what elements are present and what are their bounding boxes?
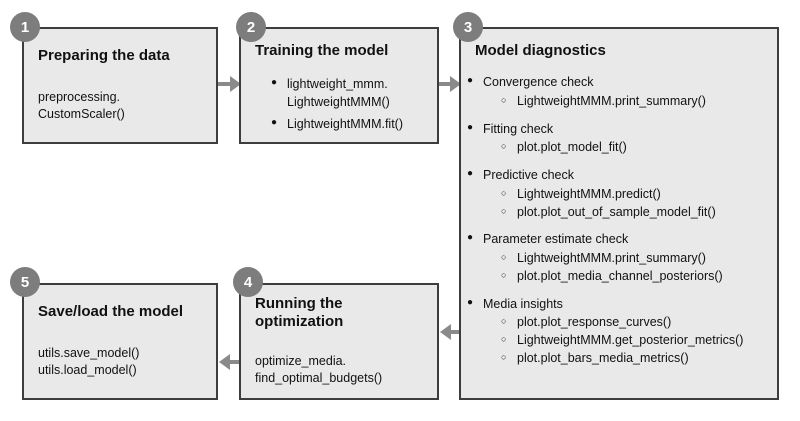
step-1-code-line: preprocessing.	[38, 90, 120, 104]
diagnostics-group	[461, 74, 781, 111]
diagnostics-group	[461, 167, 781, 221]
diagnostics-group-item	[461, 167, 781, 221]
diagnostics-group	[461, 296, 781, 368]
diagnostics-group-label: ● Fitting check	[483, 122, 553, 136]
diagnostics-sub-list	[483, 250, 781, 286]
diagnostics-sub-item: ○ LightweightMMM.print_summary()	[501, 250, 781, 268]
step-3-diagnostics-list	[461, 74, 781, 370]
step-2-title: Training the model	[255, 42, 389, 59]
diagnostics-sub-item: ○ plot.plot_model_fit()	[501, 139, 781, 157]
diagnostics-sub-item: ○ LightweightMMM.get_posterior_metrics()	[501, 332, 781, 350]
step-5-title: Save/load the model	[38, 303, 184, 320]
diagnostics-sub-list	[483, 186, 781, 222]
step-badge-1: 1	[10, 12, 40, 42]
step-3-title: Model diagnostics	[475, 42, 606, 59]
diagnostics-group-item	[461, 296, 781, 368]
step-badge-4: 4	[233, 267, 263, 297]
diagnostics-group-label: ● Predictive check	[483, 168, 574, 182]
diagnostics-group-label: ● Media insights	[483, 297, 563, 311]
step-1-title: Preparing the data	[38, 47, 170, 64]
diagnostics-sub-list	[483, 93, 781, 111]
step-4-title-line: Running the	[255, 295, 343, 312]
step-box-model-diagnostics	[459, 27, 779, 400]
bullet-line: LightweightMMM()	[287, 94, 390, 109]
bullet-line: ● LightweightMMM.fit()	[287, 116, 403, 131]
step-5-body	[38, 345, 139, 379]
step-1-code-line: CustomScaler()	[38, 106, 125, 121]
step-4-code-line: optimize_media.	[255, 354, 347, 368]
diagnostics-sub-item: ○ plot.plot_response_curves()	[501, 314, 781, 332]
step-box-running-the-optimization	[239, 283, 439, 400]
step-2-bullet	[271, 76, 403, 112]
diagnostics-group-item	[461, 231, 781, 285]
step-4-body	[255, 353, 382, 387]
diagnostics-group	[461, 121, 781, 158]
diagnostics-group-item	[461, 74, 781, 111]
step-badge-5: 5	[10, 267, 40, 297]
diagnostics-group-label: ● Parameter estimate check	[483, 232, 628, 246]
bullet-line: ● lightweight_mmm.	[287, 77, 388, 91]
step-5-code-line: utils.save_model()	[38, 346, 140, 360]
step-box-save-load-the-model	[22, 283, 218, 400]
step-box-preparing-the-data	[22, 27, 218, 144]
diagnostics-sub-item: ○ plot.plot_out_of_sample_model_fit()	[501, 204, 781, 222]
diagnostics-group-item	[461, 121, 781, 158]
diagnostics-sub-list	[483, 139, 781, 157]
diagnostics-sub-list	[483, 314, 781, 367]
step-4-title	[255, 295, 343, 332]
step-badge-2: 2	[236, 12, 266, 42]
step-4-title-line: optimization	[255, 313, 344, 331]
diagnostics-sub-item: ○ LightweightMMM.predict()	[501, 186, 781, 204]
step-2-bullet	[271, 116, 403, 134]
step-box-training-the-model	[239, 27, 439, 144]
step-badge-3: 3	[453, 12, 483, 42]
step-5-code-line: utils.load_model()	[38, 362, 137, 377]
diagnostics-group-label: ● Convergence check	[483, 75, 593, 89]
diagnostics-sub-item: ○ plot.plot_bars_media_metrics()	[501, 350, 781, 368]
step-1-body	[38, 89, 125, 123]
diagnostics-group	[461, 231, 781, 285]
diagnostics-sub-item: ○ plot.plot_media_channel_posteriors()	[501, 268, 781, 286]
diagnostics-sub-item: ○ LightweightMMM.print_summary()	[501, 93, 781, 111]
step-2-bullet-list	[241, 76, 403, 137]
step-4-code-line: find_optimal_budgets()	[255, 370, 383, 385]
